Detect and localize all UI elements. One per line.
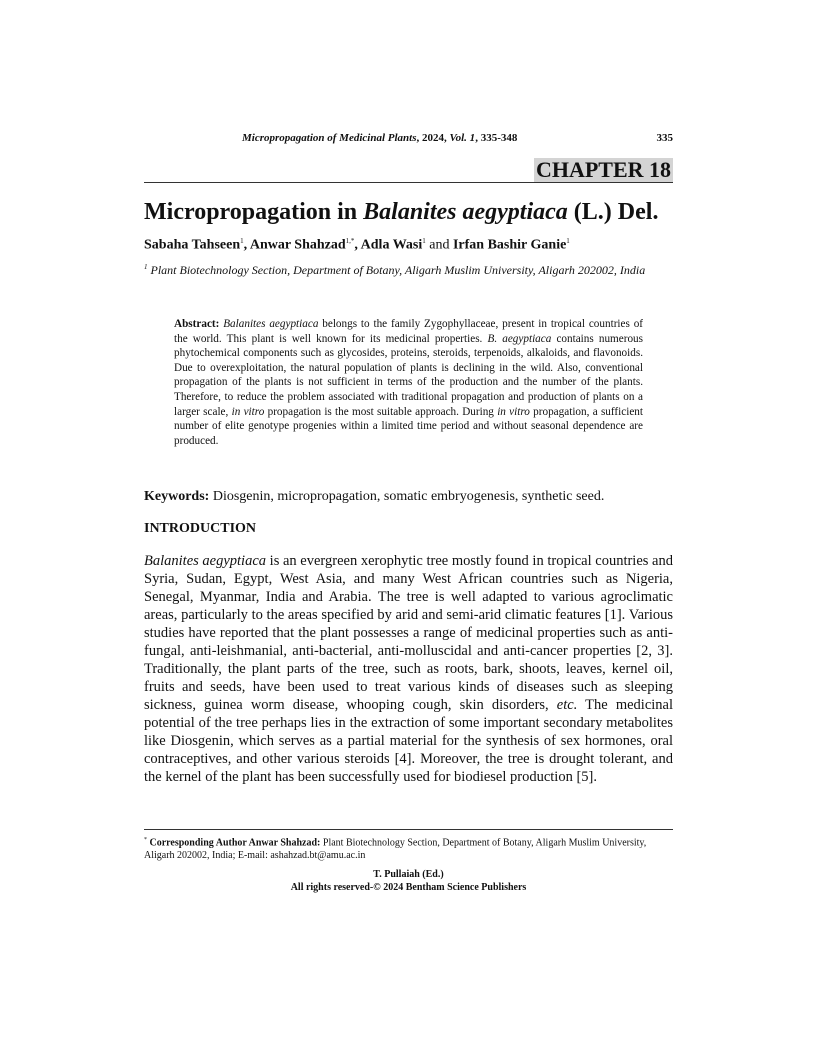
footnote-rule (144, 829, 673, 830)
running-head-citation: Micropropagation of Medicinal Plants, 2024, Vol. 1, 335-348 (242, 132, 518, 144)
corresponding-author-footnote: * Corresponding Author Anwar Shahzad: Plant Biotechnology Section, Department of Botany, Aligarh Muslim University, Aligarh 202002, India; E-mail: ashahzad.bt@amu.ac.in (144, 837, 647, 861)
keywords: Keywords: Diosgenin, micropropagation, somatic embryogenesis, synthetic seed. (144, 489, 605, 504)
author-name: Sabaha Tahseen (144, 237, 241, 253)
author-name: Irfan Bashir Ganie (452, 237, 567, 253)
keywords-label: Keywords: (144, 489, 210, 504)
chapter-title: Micropropagation in Balanites aegyptiaca (L.) Del. (144, 199, 659, 225)
copyright-line: All rights reserved-© 2024 Bentham Science Publishers (290, 881, 527, 893)
chapter-label: CHAPTER 18 (535, 157, 671, 182)
author-name: Adla Wasi (360, 237, 423, 253)
introduction-paragraph: Balanites aegyptiaca is an evergreen xerophytic tree mostly found in tropical countries and Syria, Sudan, Egypt, West Asia, and many West African countries such as Nigeria, Senegal, Myanmar, India and Arabia. The tree is well adapted to various agroclimatic areas, particularly to the areas specified by arid and semi-arid climatic features [1]. Various studies have reported that the plant possesses a range of medicinal properties such as anti-fungal, anti-leishmanial, anti-bacterial, anti-molluscidal and anti-cancer properties [2, 3]. Traditionally, the plant parts of the tree, such as roots, bark, shoots, leaves, kernel oil, fruits and seeds, have been used to treat various kinds of diseases such as sleeping sickness, guinea worm disease, whooping cough, skin disorders, etc. The medicinal potential of the tree perhaps lies in the extraction of some important secondary metabolites like Diosgenin, which serves as a partial material for the synthesis of sex hormones, oral contraceptives, and other various steroids [4]. Moreover, the tree is drought tolerant, and the kernel of the plant has been successfully used for biodiesel production [5]. (144, 553, 673, 785)
section-heading-introduction: INTRODUCTION (144, 521, 257, 536)
chapter-rule (144, 182, 673, 183)
affiliation: $^1$ Plant Biotechnology Section, Department of Botany, Aligarh Muslim University, Aligarh 202002, India (144, 263, 646, 277)
author-list: Sabaha Tahseen$^1$, Anwar Shahzad$^{1,*}$, Adla Wasi$^1$ and Irfan Bashir Ganie$^1$ (144, 237, 570, 253)
editor-name: T. Pullaiah (Ed.) (373, 869, 444, 880)
editor-credits (144, 869, 673, 894)
abstract: Abstract: Balanites aegyptiaca belongs to the family Zygophyllaceae, present in tropical countries of the world. This plant is well known for its medicinal properties. B. aegyptiaca contains numerous phytochemical components such as glycosides, proteins, steroids, terpenoids, alkaloids, and flavonoids. Due to overexploitation, the natural population of plants is declining in the wild. Also, conventional propagation of the plants is not sufficient in terms of the production and the number of the plants. Therefore, to reduce the problem associated with traditional propagation and production of plants on a larger scale, in vitro propagation is the most suitable approach. During in vitro propagation, a sufficient number of elite genotype progenies within a limited time period and without seasonal dependence are produced. (174, 318, 644, 447)
abstract-label: Abstract: (174, 318, 220, 330)
author-name: Anwar Shahzad (249, 237, 346, 253)
page-number: 335 (656, 132, 673, 144)
